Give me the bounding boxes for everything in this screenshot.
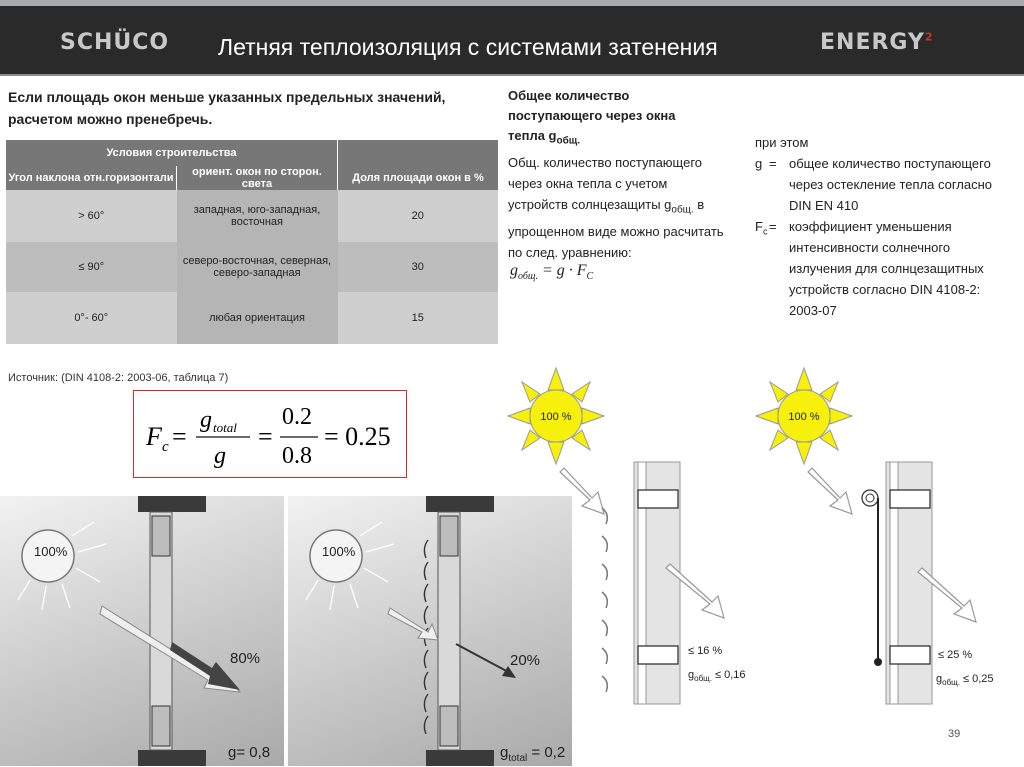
photo2-g-label: $g_{total} = 0,2$ (500, 744, 566, 764)
cell-orientation: любая ориентация (177, 292, 338, 344)
col-angle-header: Угол наклона отн.горизонтали (6, 166, 177, 190)
photo1-sun-label: 100% (34, 544, 68, 559)
fc-formula-box (133, 390, 407, 478)
formula-den2: 0.8 (282, 443, 312, 469)
energy-logo (820, 30, 934, 55)
formula-num2: 0.2 (282, 404, 312, 430)
gtotal-heading (508, 86, 718, 152)
col-orientation-header: ориент. окон по сторон. света (177, 166, 338, 190)
g-label-right: $g_{общ.} \le 0,25$ (936, 673, 994, 687)
definitions (755, 132, 1015, 321)
table-source: Источник: (DIN 4108-2: 2003-06, таблица 7) (8, 372, 229, 384)
incoming-arrow-icon (808, 468, 852, 514)
cell-share: 15 (338, 292, 499, 344)
gtotal-description (508, 152, 728, 263)
ratio-left: ≤ 16 % (688, 645, 723, 657)
header-top-strip (0, 0, 1024, 6)
window-area-table (6, 140, 498, 344)
louvre-blinds (602, 508, 607, 692)
gtotal-heading-text: тепла g (508, 128, 557, 143)
header-divider (0, 74, 1024, 76)
formula-den1: g (214, 443, 226, 469)
frame-top-left (638, 490, 678, 508)
gtotal-formula-rhs-sub: C (586, 271, 594, 283)
gtotal-heading-line3 (508, 126, 718, 152)
cell-orientation: западная, юго-западная, восточная (177, 190, 338, 242)
cell-angle: 0°- 60° (6, 292, 177, 344)
slide-title: Летняя теплоизоляция с системами затенения (218, 34, 718, 60)
definition-g-text: общее количество поступающего через остекление тепла согласно DIN EN 410 (789, 156, 993, 213)
sun-icon (508, 368, 604, 464)
gtotal-formula-rhs: = g · F (537, 262, 587, 279)
formula-num1: g (200, 407, 212, 433)
gtotal-formula (510, 262, 593, 282)
ratio-right: ≤ 25 % (938, 649, 973, 661)
photo-unshaded-illustration (0, 496, 284, 766)
gtotal-formula-lhs-sub: общ. (518, 271, 538, 283)
intro-text: Если площадь окон меньше указанных предельных значений, расчетом можно пренебречь. (8, 89, 446, 127)
energy-logo-sup: 2 (924, 30, 934, 44)
frame-top-right (890, 490, 930, 508)
sun-label-left: 100 % (540, 411, 572, 423)
g-label-left: $g_{общ.} \le 0,16$ (688, 669, 746, 683)
table-row (6, 190, 498, 242)
formula-result: = 0.25 (324, 422, 391, 451)
photo1-g-label: g= 0,8 (228, 744, 271, 761)
formula-lhs: F (146, 422, 162, 451)
photo-shaded-illustration (288, 496, 572, 766)
formula-eq2: = (258, 422, 273, 451)
formula-lhs-sub: c (162, 439, 169, 455)
energy-logo-text: ENERGY (820, 30, 925, 55)
definition-g (755, 153, 1015, 216)
gtotal-body-sub: общ. (671, 204, 694, 216)
frame-bottom-right (890, 646, 930, 664)
fc-formula (134, 391, 406, 477)
gtotal-body-text: Общ. количество поступающего через окна тепла с учетом устройств солнцезащиты g (508, 155, 703, 212)
definition-fc (755, 216, 1015, 321)
definition-fc-eq: = (769, 219, 777, 234)
cell-angle: > 60° (6, 190, 177, 242)
definition-g-eq: = (769, 156, 777, 171)
table-row (6, 242, 498, 292)
photo2-sun-label: 100% (322, 544, 356, 559)
sun-label-right: 100 % (788, 411, 820, 423)
photo-unshaded-window (0, 496, 284, 766)
definitions-heading: при этом (755, 135, 809, 150)
definition-g-symbol: g (755, 156, 763, 171)
schueco-logo: SCHÜCO (60, 30, 170, 55)
definition-fc-symbol: $F_c$ (755, 219, 768, 237)
page-number: 39 (948, 728, 961, 740)
cell-share: 30 (338, 242, 499, 292)
table-group-header: Условия строительства (6, 140, 338, 166)
photo2-transmitted: 20% (510, 652, 541, 669)
frame-bottom-left (638, 646, 678, 664)
gtotal-body-end: в упрощенном виде можно расчитать по след. уравнению: (508, 197, 724, 260)
gtotal-heading-line1: Общее количество (508, 88, 630, 103)
sun-icon (756, 368, 852, 464)
table-corner (338, 140, 499, 166)
definition-fc-text: коэффициент уменьшения интенсивности солнечного излучения для солнцезащитных устройств согласно DIN 4108-2: 2003-07 (789, 219, 984, 318)
gtotal-heading-sub: общ. (556, 135, 581, 147)
cell-orientation: северо-восточная, северная, северо-западная (177, 242, 338, 292)
roller-blind (862, 490, 882, 666)
col-share-header: Доля площади окон в % (338, 166, 499, 190)
photo1-transmitted: 80% (230, 650, 261, 667)
shading-diagrams (498, 360, 1024, 740)
gtotal-heading-line2: поступающего через окна (508, 108, 676, 123)
cell-share: 20 (338, 190, 499, 242)
cell-angle: ≤ 90° (6, 242, 177, 292)
gtotal-formula-lhs: g (510, 262, 518, 279)
formula-eq1: = (172, 422, 187, 451)
table-row (6, 292, 498, 344)
photo-shaded-window (288, 496, 572, 766)
formula-num1-sub: total (213, 420, 237, 435)
